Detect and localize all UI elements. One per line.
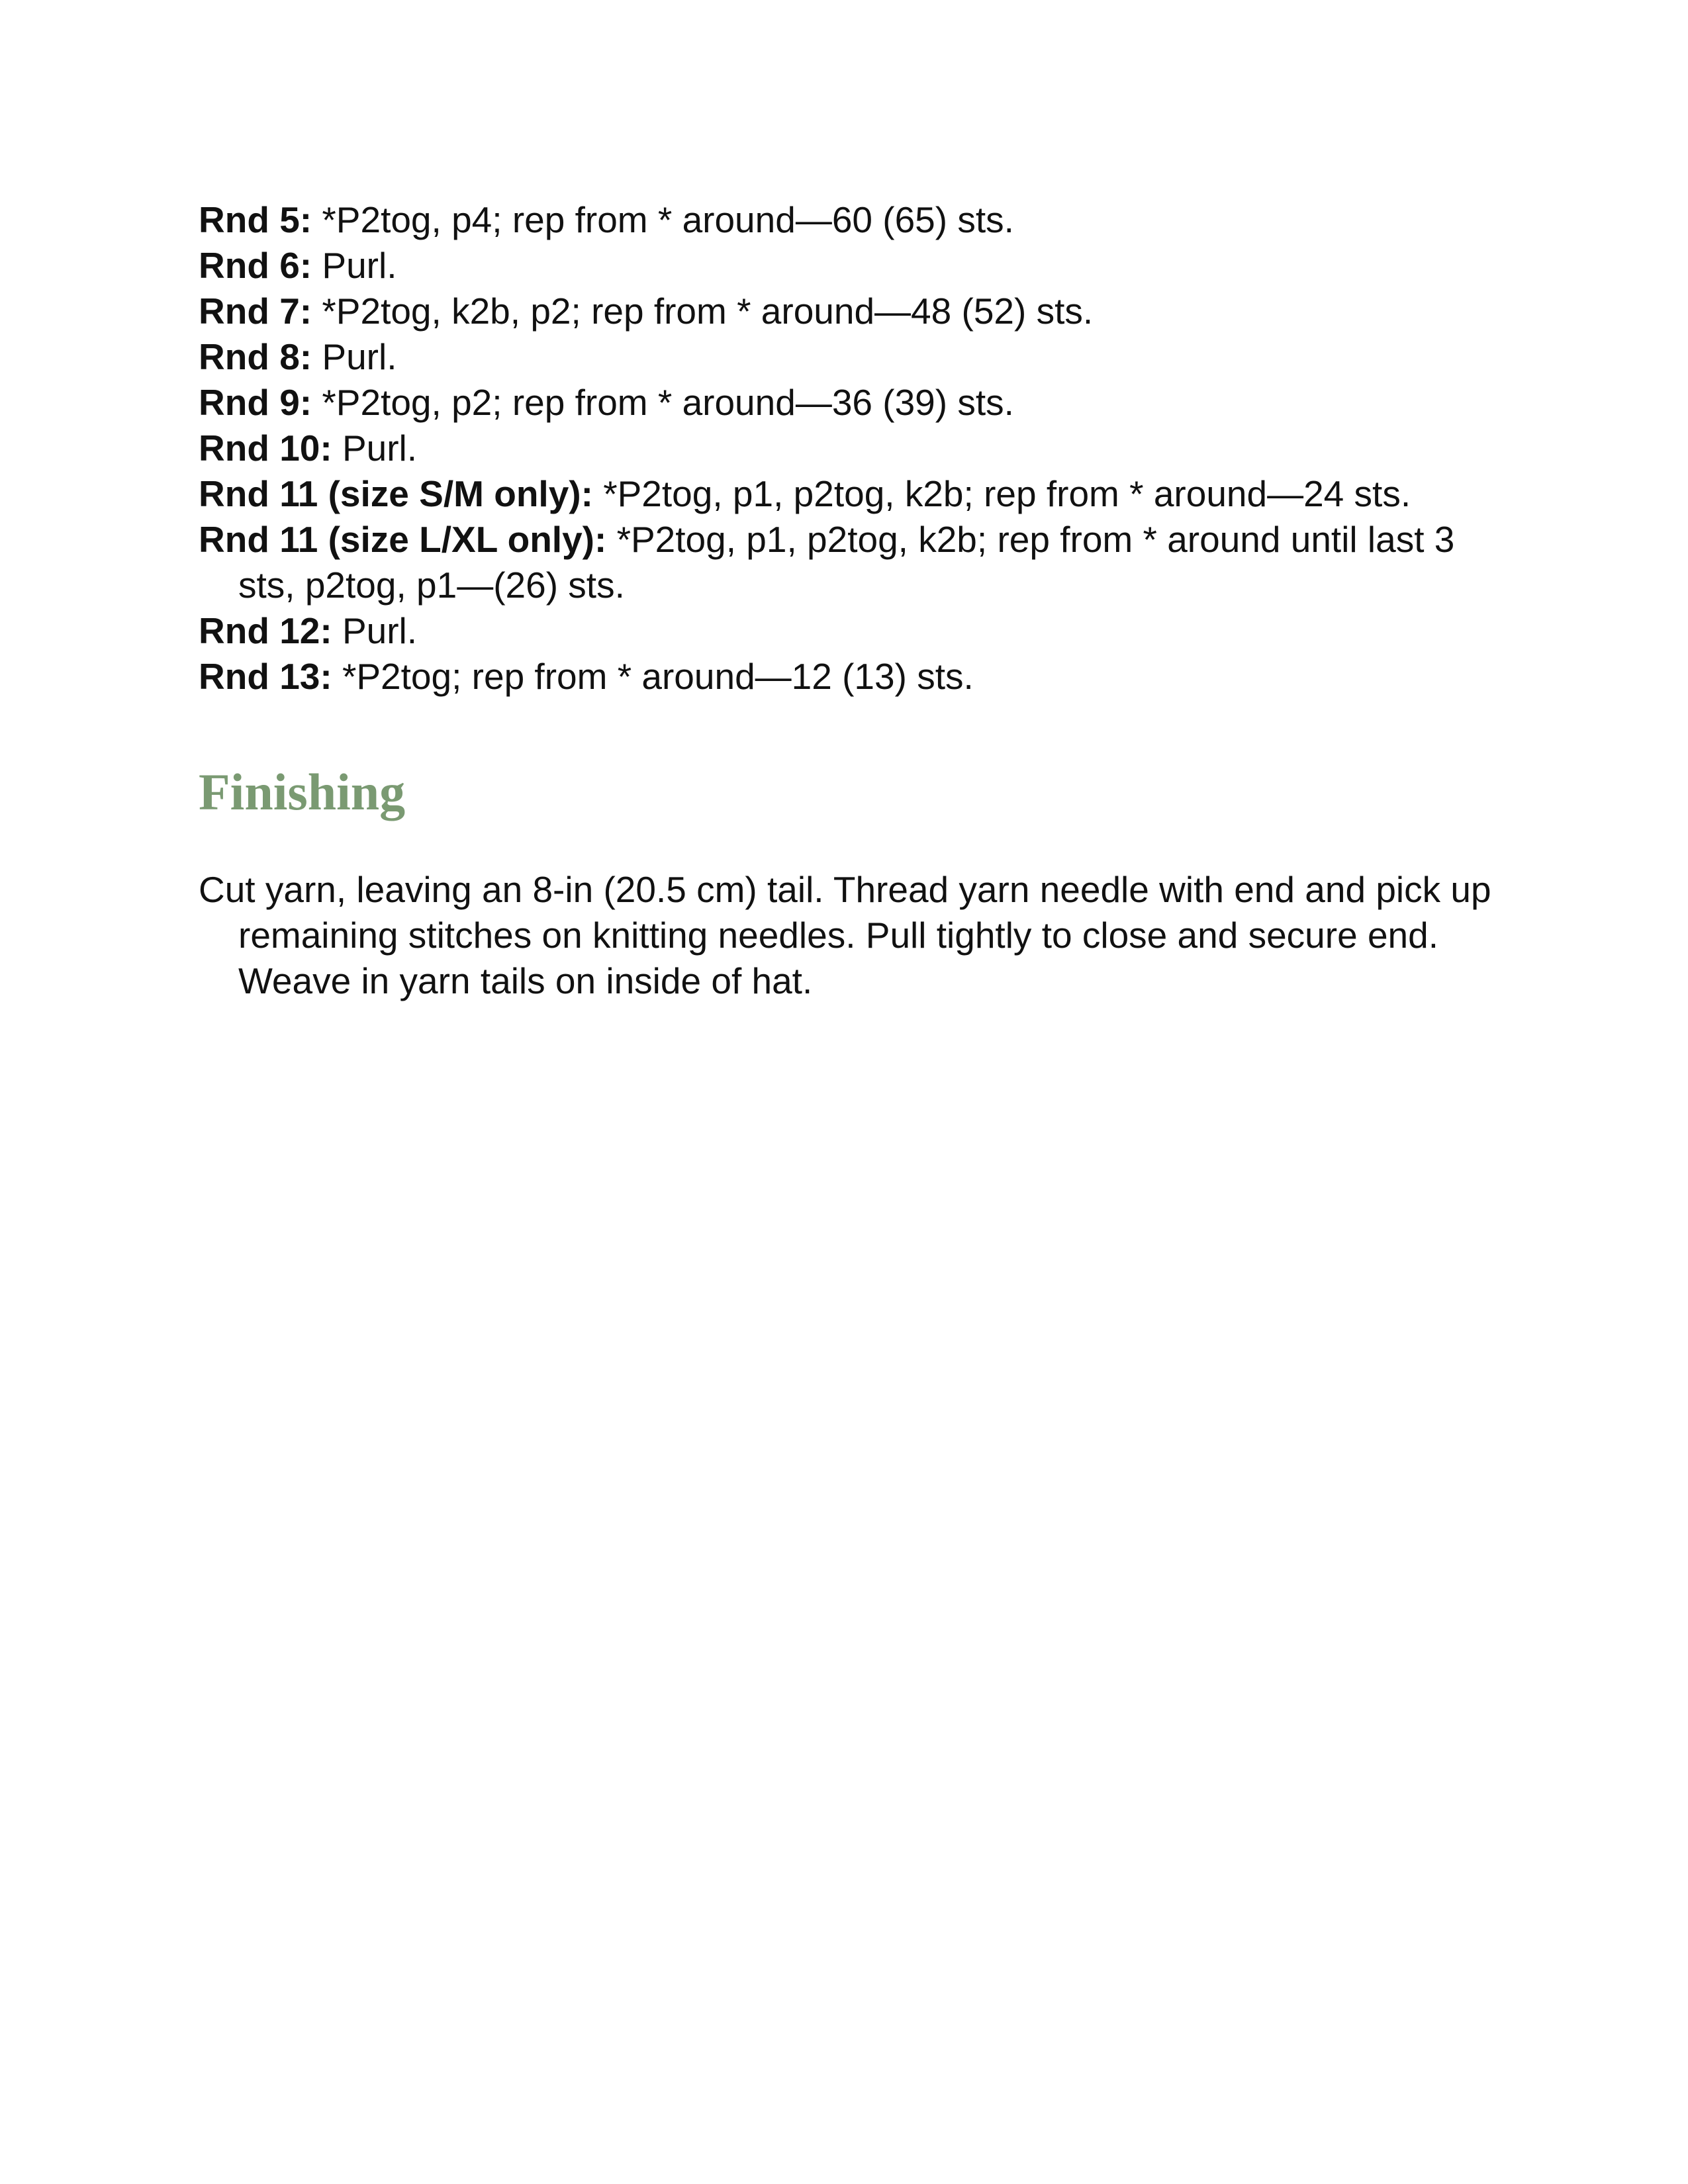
round-instruction — [199, 471, 1496, 517]
round-instruction — [199, 197, 1496, 243]
round-instruction — [199, 517, 1496, 608]
round-text: *P2tog; rep from * around—12 (13) sts. — [332, 656, 974, 697]
section-heading-finishing: Finishing — [199, 763, 406, 821]
round-label: Rnd 5: — [199, 199, 312, 240]
round-label: Rnd 11 (size S/M only): — [199, 473, 593, 514]
round-text: *P2tog, p1, p2tog, k2b; rep from * around—24 sts. — [592, 473, 1411, 514]
finishing-paragraph: Cut yarn, leaving an 8-in (20.5 cm) tail. Thread yarn needle with end and pick up remaining stitches on knitting needles. Pull tightly to close and secure end. Weave in yarn tails on inside of hat. — [199, 869, 1491, 1001]
document-page — [199, 197, 1496, 1004]
round-instruction — [199, 654, 1496, 700]
round-label: Rnd 7: — [199, 291, 312, 332]
round-label: Rnd 11 (size L/XL only): — [199, 519, 607, 560]
round-text: *P2tog, p1, p2tog, k2b; rep from * around until last 3 sts, p2tog, p1—(26) sts. — [238, 519, 1455, 606]
round-instruction — [199, 426, 1496, 471]
round-instruction — [199, 243, 1496, 289]
round-text: Purl. — [312, 245, 397, 286]
round-text: Purl. — [332, 610, 418, 651]
round-label: Rnd 13: — [199, 656, 332, 697]
round-instruction — [199, 334, 1496, 380]
round-instruction — [199, 380, 1496, 426]
round-text: Purl. — [332, 428, 418, 469]
round-instruction — [199, 289, 1496, 334]
round-text: Purl. — [312, 336, 397, 377]
round-label: Rnd 8: — [199, 336, 312, 377]
round-label: Rnd 6: — [199, 245, 312, 286]
round-text: *P2tog, k2b, p2; rep from * around—48 (52) sts. — [312, 291, 1094, 332]
round-label: Rnd 10: — [199, 428, 332, 469]
round-instructions — [199, 197, 1496, 700]
round-label: Rnd 12: — [199, 610, 332, 651]
round-text: *P2tog, p4; rep from * around—60 (65) sts. — [312, 199, 1014, 240]
round-label: Rnd 9: — [199, 382, 312, 423]
round-instruction — [199, 608, 1496, 654]
round-text: *P2tog, p2; rep from * around—36 (39) sts. — [312, 382, 1014, 423]
